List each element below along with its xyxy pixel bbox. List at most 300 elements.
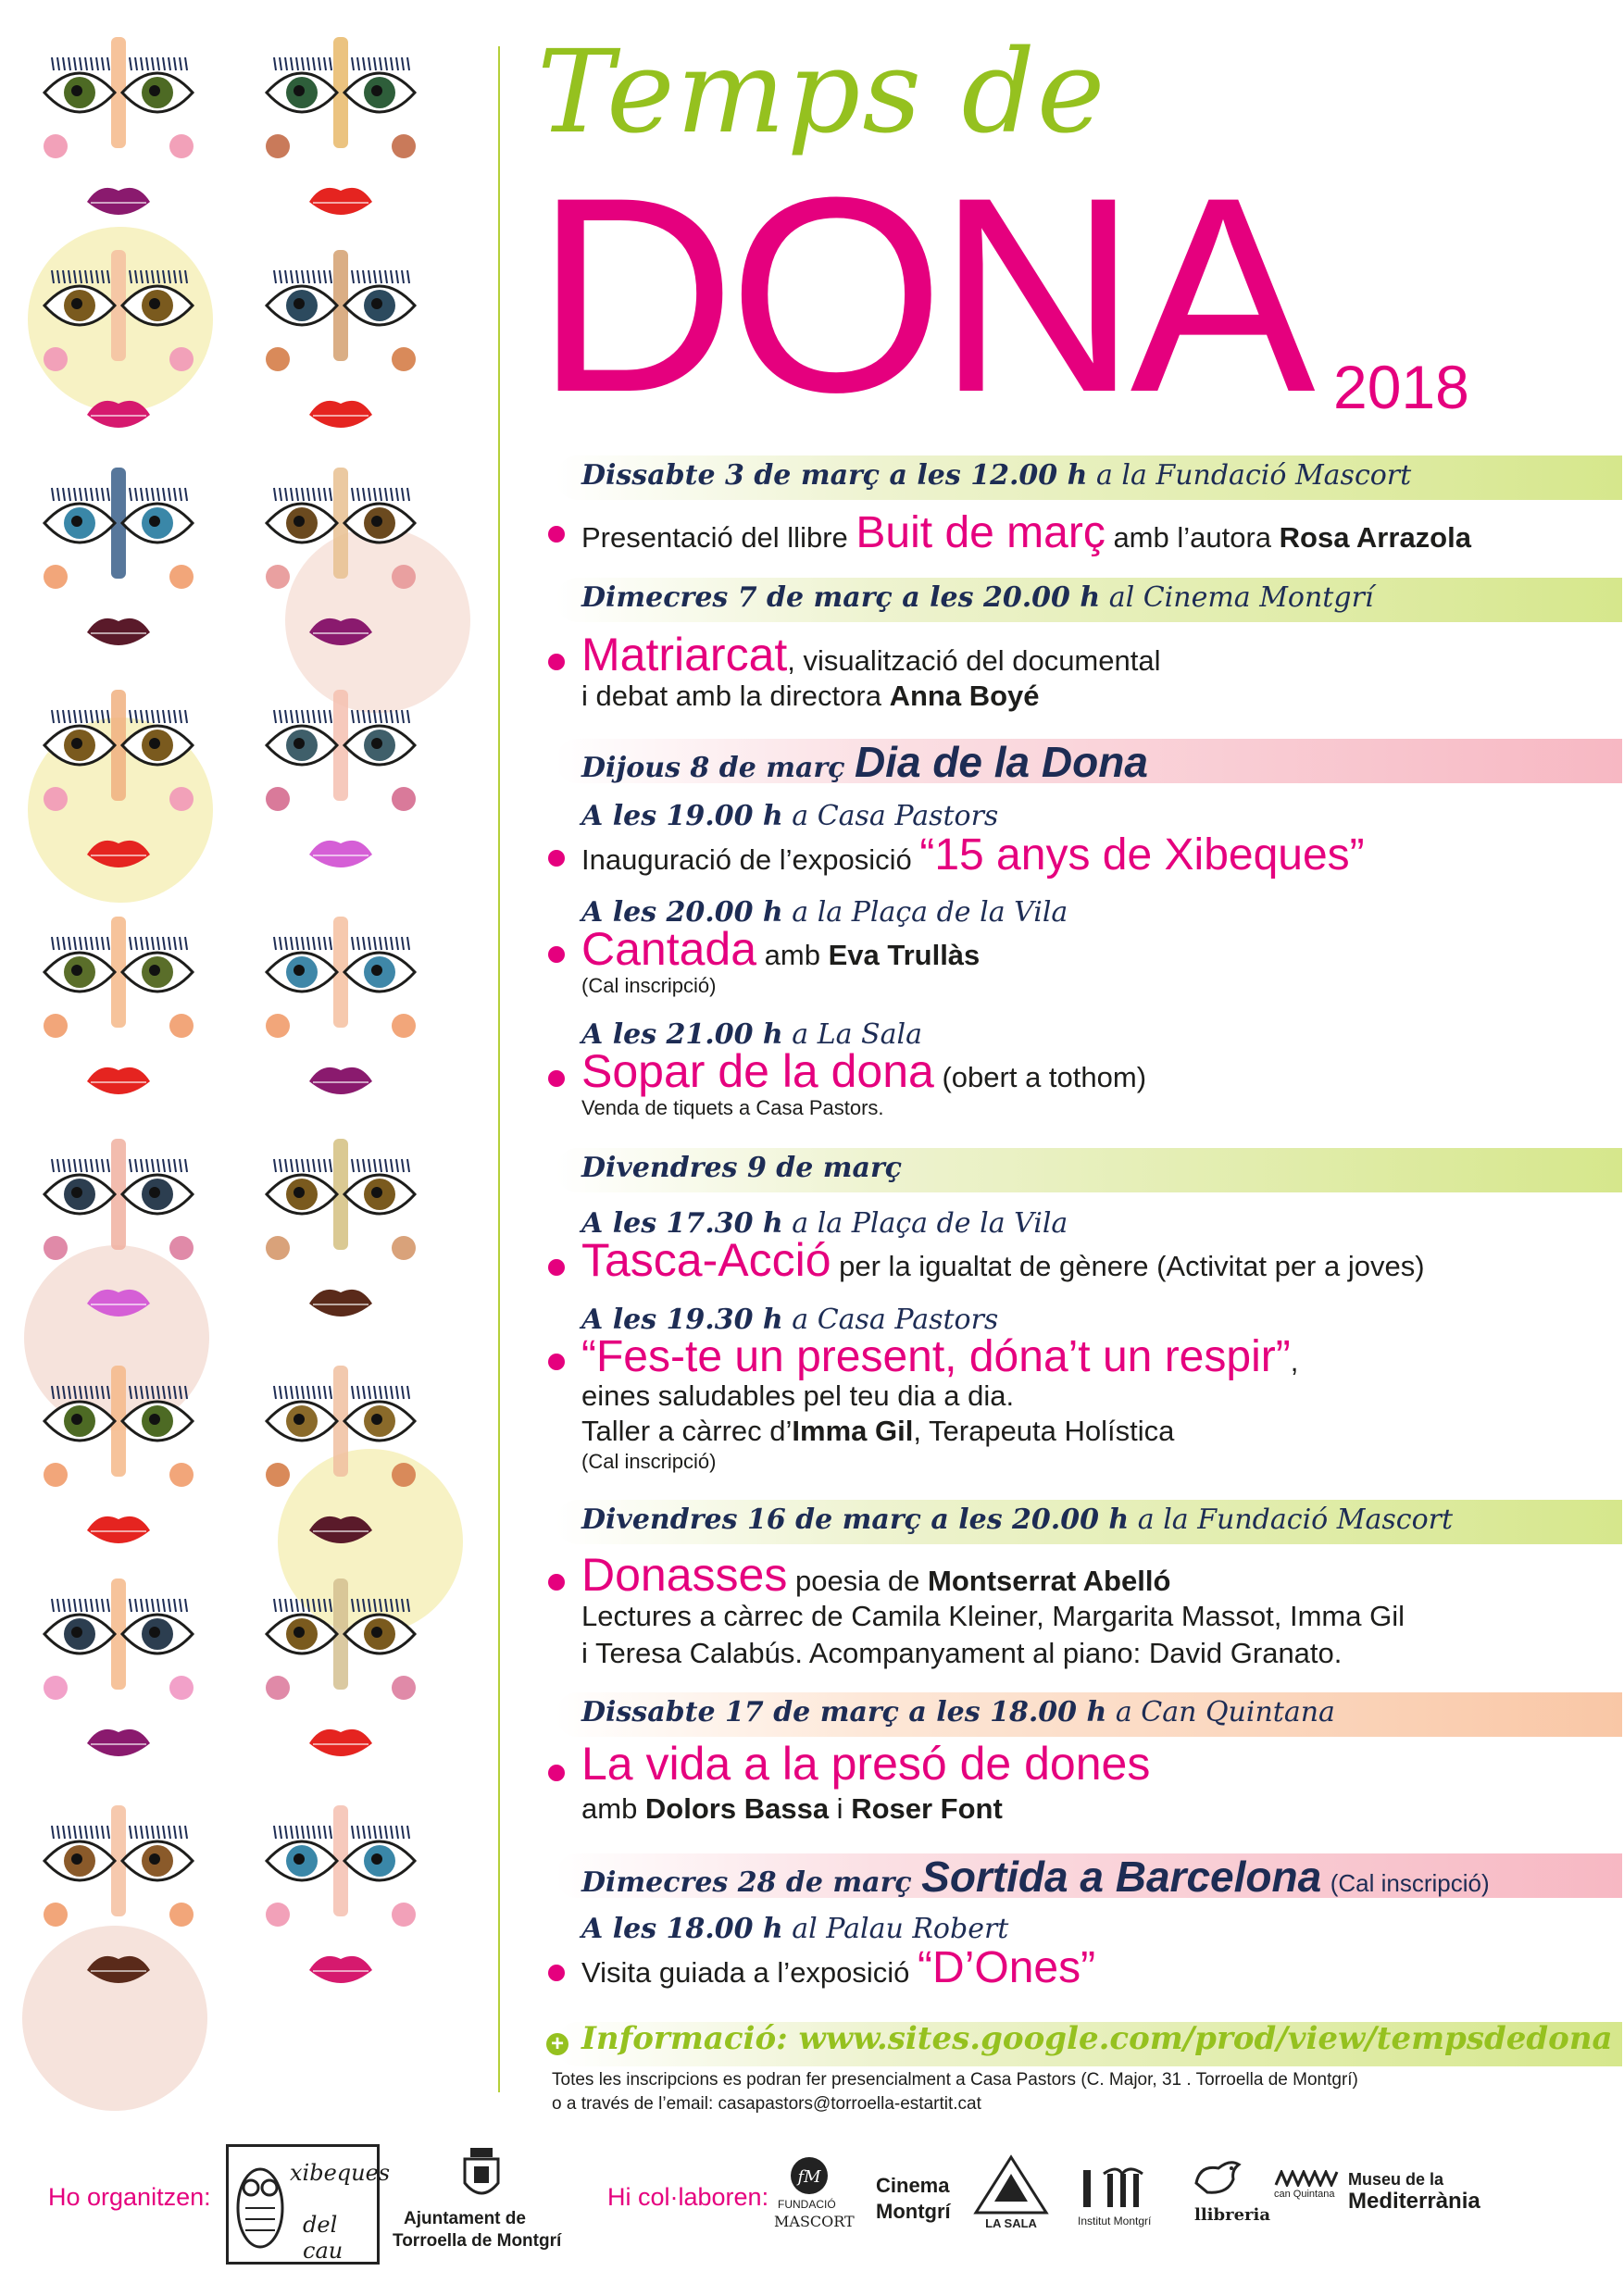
eye-pupil bbox=[294, 516, 305, 527]
eyelash bbox=[274, 1159, 276, 1172]
eyelash bbox=[407, 1159, 409, 1172]
eyelash bbox=[319, 1826, 320, 1839]
eyelash bbox=[185, 57, 187, 70]
eye-pupil bbox=[371, 85, 382, 96]
eyelash bbox=[180, 57, 181, 70]
can-quintana-label: can Quintana bbox=[1274, 2189, 1335, 2200]
eye-pupil bbox=[149, 1627, 160, 1638]
cheek bbox=[169, 1676, 194, 1700]
eye-pupil bbox=[71, 1414, 82, 1425]
eye-pupil bbox=[71, 298, 82, 309]
eyelash bbox=[141, 1599, 143, 1612]
eyelash bbox=[313, 1386, 315, 1399]
eyelash bbox=[285, 270, 287, 283]
eyelash bbox=[357, 488, 359, 501]
eyelash bbox=[285, 1826, 287, 1839]
eyelash bbox=[91, 1826, 93, 1839]
eye-pupil bbox=[294, 298, 305, 309]
eyelash bbox=[174, 1159, 176, 1172]
cheek bbox=[169, 1903, 194, 1927]
eyelash bbox=[391, 488, 393, 501]
cheek bbox=[44, 565, 68, 589]
eyelash bbox=[57, 57, 59, 70]
event-time: A les 19.00 h a Casa Pastors bbox=[581, 800, 999, 832]
eyelash bbox=[96, 57, 98, 70]
cheek bbox=[44, 1676, 68, 1700]
eye-pupil bbox=[294, 1853, 305, 1865]
eyelash bbox=[74, 488, 76, 501]
title-line-2: DONA bbox=[535, 139, 1308, 450]
event-text: Donasses poesia de Montserrat Abelló bbox=[581, 1549, 1171, 1601]
eyelash bbox=[274, 937, 276, 950]
eyelash bbox=[274, 57, 276, 70]
eyelash bbox=[402, 270, 404, 283]
eyelash bbox=[291, 710, 293, 723]
eyelash bbox=[57, 1159, 59, 1172]
eyelash bbox=[313, 57, 315, 70]
title-year: 2018 bbox=[1333, 353, 1469, 421]
eyelash bbox=[402, 488, 404, 501]
eyelash bbox=[52, 937, 54, 950]
eyelash bbox=[63, 1599, 65, 1612]
eyelash bbox=[319, 1159, 320, 1172]
eyelash bbox=[180, 710, 181, 723]
bullet-icon bbox=[548, 1259, 565, 1276]
eyelash bbox=[285, 1386, 287, 1399]
eyelash bbox=[102, 1826, 104, 1839]
event-header: Divendres 9 de març bbox=[581, 1152, 903, 1184]
eyelash bbox=[157, 710, 159, 723]
eyelash bbox=[296, 1386, 298, 1399]
eyelash bbox=[296, 270, 298, 283]
eyelash bbox=[63, 488, 65, 501]
bullet-icon bbox=[548, 654, 565, 670]
eyelash bbox=[380, 1386, 381, 1399]
event-text-line3: i Teresa Calabús. Acompanyament al piano: David Granato. bbox=[581, 1637, 1343, 1669]
eyelash bbox=[57, 488, 59, 501]
eyelash bbox=[363, 270, 365, 283]
lips bbox=[309, 401, 372, 428]
event-text: Visita guiada a l’exposició “D’Ones” bbox=[581, 1943, 1096, 1992]
eyelash bbox=[80, 1599, 81, 1612]
eyelash bbox=[363, 488, 365, 501]
eyelash bbox=[135, 937, 137, 950]
eyelash bbox=[163, 488, 165, 501]
eyelash bbox=[152, 710, 154, 723]
cheek bbox=[266, 134, 290, 158]
lips bbox=[87, 1729, 150, 1756]
eyelash bbox=[307, 937, 309, 950]
eyelash bbox=[352, 57, 354, 70]
event-note: Venda de tiquets a Casa Pastors. bbox=[581, 1096, 884, 1119]
eyelash bbox=[85, 710, 87, 723]
eyelash bbox=[85, 1826, 87, 1839]
eyelash bbox=[163, 57, 165, 70]
eyelash bbox=[280, 57, 281, 70]
eyelash bbox=[157, 1826, 159, 1839]
event-header: Dimecres 28 de març Sortida a Barcelona (Cal inscripció) bbox=[581, 1853, 1490, 1901]
eye-pupil bbox=[371, 965, 382, 976]
eyelash bbox=[57, 1599, 59, 1612]
lips bbox=[309, 188, 372, 215]
eye-pupil bbox=[71, 965, 82, 976]
eyelash bbox=[52, 1159, 54, 1172]
event-text: Matriarcat, visualització del documental bbox=[581, 629, 1161, 680]
eyelash bbox=[169, 1826, 170, 1839]
eye-pupil bbox=[149, 298, 160, 309]
eyelash bbox=[163, 710, 165, 723]
ajuntament-line1: Ajuntament de bbox=[404, 2209, 526, 2228]
event-time: A les 19.30 h a Casa Pastors bbox=[581, 1304, 999, 1336]
cheek bbox=[44, 787, 68, 811]
eyelash bbox=[374, 1386, 376, 1399]
eyelash bbox=[74, 57, 76, 70]
eye-pupil bbox=[294, 1187, 305, 1198]
collaborators-label: Hi col·laboren: bbox=[607, 2183, 769, 2211]
eye-pupil bbox=[371, 738, 382, 749]
eyelash bbox=[280, 488, 281, 501]
eyelash bbox=[407, 1826, 409, 1839]
eyelash bbox=[302, 1826, 304, 1839]
eyelash bbox=[302, 937, 304, 950]
eyelash bbox=[63, 57, 65, 70]
cheek bbox=[169, 134, 194, 158]
eyelash bbox=[102, 937, 104, 950]
eyelash bbox=[324, 1159, 326, 1172]
eyelash bbox=[302, 488, 304, 501]
eyelash bbox=[330, 488, 331, 501]
eyelash bbox=[391, 270, 393, 283]
eyelash bbox=[169, 937, 170, 950]
event-note: (Cal inscripció) bbox=[581, 1450, 717, 1473]
eyelash bbox=[174, 1599, 176, 1612]
eyelash bbox=[396, 1826, 398, 1839]
eyelash bbox=[107, 1599, 109, 1612]
eyelash bbox=[369, 488, 370, 501]
eyelash bbox=[374, 1826, 376, 1839]
eyelash bbox=[280, 937, 281, 950]
eyelash bbox=[396, 710, 398, 723]
eyelash bbox=[357, 937, 359, 950]
eyelash bbox=[63, 1826, 65, 1839]
event-text-line2: amb Dolors Bassa i Roser Font bbox=[581, 1792, 1003, 1825]
eyelash bbox=[157, 1599, 159, 1612]
divider-line bbox=[498, 46, 500, 2092]
eyelash bbox=[313, 1826, 315, 1839]
eyelash bbox=[146, 710, 148, 723]
eyelash bbox=[130, 488, 131, 501]
eyelash bbox=[402, 1386, 404, 1399]
eyelash bbox=[319, 270, 320, 283]
eyelash bbox=[380, 937, 381, 950]
eyelash bbox=[307, 488, 309, 501]
eyelash bbox=[52, 710, 54, 723]
eyelash bbox=[352, 937, 354, 950]
eyelash bbox=[363, 1386, 365, 1399]
lips bbox=[87, 1067, 150, 1094]
eye-pupil bbox=[149, 1414, 160, 1425]
eyelash bbox=[91, 710, 93, 723]
eyelash bbox=[313, 270, 315, 283]
cinema-line2: Montgrí bbox=[876, 2200, 951, 2223]
la-sala-icon bbox=[972, 2153, 1050, 2231]
cheek bbox=[392, 134, 416, 158]
eyelash bbox=[52, 1826, 54, 1839]
eyelash bbox=[319, 937, 320, 950]
eyelash bbox=[307, 1826, 309, 1839]
eyelash bbox=[174, 937, 176, 950]
eyelash bbox=[130, 57, 131, 70]
cheek bbox=[169, 1236, 194, 1260]
eyelash bbox=[74, 1599, 76, 1612]
eyelash bbox=[102, 1599, 104, 1612]
cheek bbox=[44, 1903, 68, 1927]
museu-line1: Museu de la bbox=[1348, 2170, 1444, 2189]
eyelash bbox=[180, 488, 181, 501]
eyelash bbox=[91, 488, 93, 501]
cheek bbox=[266, 1676, 290, 1700]
eyelash bbox=[174, 57, 176, 70]
eyelash bbox=[402, 1826, 404, 1839]
eyelash bbox=[385, 488, 387, 501]
eyelash bbox=[324, 937, 326, 950]
cheek bbox=[392, 565, 416, 589]
eyelash bbox=[69, 1826, 70, 1839]
eyelash bbox=[357, 1386, 359, 1399]
eye-pupil bbox=[71, 1853, 82, 1865]
cheek bbox=[266, 1903, 290, 1927]
eyelash bbox=[380, 1159, 381, 1172]
cheek bbox=[392, 1014, 416, 1038]
eyelash bbox=[324, 1826, 326, 1839]
eyelash bbox=[324, 57, 326, 70]
eyelash bbox=[391, 57, 393, 70]
eyelash bbox=[80, 937, 81, 950]
eyelash bbox=[91, 57, 93, 70]
eyelash bbox=[357, 57, 359, 70]
eyelash bbox=[135, 1826, 137, 1839]
eye-pupil bbox=[149, 1853, 160, 1865]
eyelash bbox=[146, 1599, 148, 1612]
cheek bbox=[266, 565, 290, 589]
xibeques-logo bbox=[226, 2144, 391, 2265]
museu-line2: Mediterrània bbox=[1348, 2189, 1480, 2214]
eye-pupil bbox=[71, 516, 82, 527]
eyelash bbox=[280, 1386, 281, 1399]
eyelash bbox=[141, 1826, 143, 1839]
lips bbox=[87, 188, 150, 215]
eyelash bbox=[280, 1826, 281, 1839]
eyelash bbox=[185, 710, 187, 723]
eyelash bbox=[185, 1826, 187, 1839]
event-text-line2: i debat amb la directora Anna Boyé bbox=[581, 680, 1040, 712]
eyelash bbox=[141, 57, 143, 70]
eyelash bbox=[169, 1599, 170, 1612]
eyelash bbox=[396, 270, 398, 283]
eyelash bbox=[330, 1159, 331, 1172]
eyelash bbox=[407, 1386, 409, 1399]
eyelash bbox=[52, 1599, 54, 1612]
eyelash bbox=[274, 488, 276, 501]
cheek bbox=[44, 134, 68, 158]
eyelash bbox=[91, 1599, 93, 1612]
eyelash bbox=[69, 488, 70, 501]
cheek bbox=[266, 347, 290, 371]
eyelash bbox=[141, 937, 143, 950]
eyelash bbox=[285, 57, 287, 70]
eye-pupil bbox=[371, 1627, 382, 1638]
bullet-icon bbox=[548, 946, 565, 963]
eye-pupil bbox=[371, 298, 382, 309]
eyelash bbox=[374, 1159, 376, 1172]
eyelash bbox=[291, 270, 293, 283]
eyelash bbox=[280, 1159, 281, 1172]
eyelash bbox=[152, 937, 154, 950]
eyelash bbox=[396, 1159, 398, 1172]
cheek bbox=[169, 787, 194, 811]
eyelash bbox=[69, 1159, 70, 1172]
eye-pupil bbox=[71, 738, 82, 749]
eyelash bbox=[107, 1159, 109, 1172]
eyelash bbox=[357, 710, 359, 723]
lips bbox=[309, 1290, 372, 1316]
eyelash bbox=[307, 1159, 309, 1172]
eyelash bbox=[180, 1826, 181, 1839]
eyelash bbox=[407, 488, 409, 501]
event-text: La vida a la presó de dones bbox=[581, 1738, 1151, 1790]
info-note-1: Totes les inscripcions es podran fer presencialment a Casa Pastors (C. Major, 31 . Torroella de Montgrí) bbox=[552, 2070, 1358, 2090]
event-header: Dijous 8 de març Dia de la Dona bbox=[581, 738, 1148, 786]
eyelash bbox=[130, 1159, 131, 1172]
event-text: Tasca-Acció per la igualtat de gènere (Activitat per a joves) bbox=[581, 1234, 1425, 1286]
eye-pupil bbox=[294, 85, 305, 96]
eyelash bbox=[157, 488, 159, 501]
event-note: (Cal inscripció) bbox=[581, 974, 717, 997]
institut-icon bbox=[1080, 2165, 1172, 2209]
eyelash bbox=[357, 270, 359, 283]
cheek bbox=[169, 1014, 194, 1038]
eyelash bbox=[180, 1159, 181, 1172]
eyelash bbox=[385, 937, 387, 950]
eyelash bbox=[163, 937, 165, 950]
eyelash bbox=[274, 1386, 276, 1399]
event-time: A les 20.00 h a la Plaça de la Vila bbox=[581, 896, 1068, 929]
eyelash bbox=[74, 1826, 76, 1839]
eyelash bbox=[174, 488, 176, 501]
eye-pupil bbox=[149, 85, 160, 96]
eyelash bbox=[135, 57, 137, 70]
eyelash bbox=[352, 488, 354, 501]
eyelash bbox=[146, 1826, 148, 1839]
eye-pupil bbox=[294, 1414, 305, 1425]
eyelash bbox=[369, 1386, 370, 1399]
eyelash bbox=[157, 1159, 159, 1172]
eyelash bbox=[274, 1599, 276, 1612]
eyelash bbox=[274, 1826, 276, 1839]
eyelash bbox=[330, 270, 331, 283]
eyelash bbox=[357, 1159, 359, 1172]
eyelash bbox=[85, 1159, 87, 1172]
cheek bbox=[44, 1463, 68, 1487]
eyelash bbox=[130, 1826, 131, 1839]
eyelash bbox=[402, 937, 404, 950]
eyelash bbox=[85, 57, 87, 70]
cheek bbox=[169, 565, 194, 589]
eyelash bbox=[285, 488, 287, 501]
cheek bbox=[169, 347, 194, 371]
eyelash bbox=[374, 57, 376, 70]
eyelash bbox=[130, 1599, 131, 1612]
eyelash bbox=[291, 57, 293, 70]
eyelash bbox=[313, 937, 315, 950]
eyelash bbox=[152, 1159, 154, 1172]
lips bbox=[309, 1956, 372, 1983]
eyelash bbox=[74, 1159, 76, 1172]
cheek bbox=[392, 787, 416, 811]
eyelash bbox=[330, 710, 331, 723]
bird-icon bbox=[1191, 2155, 1244, 2200]
eyelash bbox=[146, 1159, 148, 1172]
event-time: A les 17.30 h a la Plaça de la Vila bbox=[581, 1207, 1068, 1240]
eyelash bbox=[296, 710, 298, 723]
eyelash bbox=[57, 1826, 59, 1839]
eyelash bbox=[330, 1826, 331, 1839]
eyelash bbox=[91, 1159, 93, 1172]
eyelash bbox=[369, 57, 370, 70]
cheek bbox=[266, 1014, 290, 1038]
eyelash bbox=[185, 1159, 187, 1172]
eyelash bbox=[396, 937, 398, 950]
eyelash bbox=[319, 57, 320, 70]
eyelash bbox=[330, 1386, 331, 1399]
eyelash bbox=[69, 1599, 70, 1612]
eye-pupil bbox=[149, 965, 160, 976]
eyelash bbox=[280, 1599, 281, 1612]
info-link[interactable]: Informació: www.sites.google.com/prod/view/tempsdedona bbox=[581, 2020, 1613, 2057]
eyelash bbox=[391, 1159, 393, 1172]
eyelash bbox=[169, 710, 170, 723]
eyelash bbox=[130, 937, 131, 950]
event-header: Divendres 16 de març a les 20.00 h a la Fundació Mascort bbox=[581, 1504, 1454, 1536]
eyelash bbox=[374, 488, 376, 501]
eyelash bbox=[180, 937, 181, 950]
eyelash bbox=[280, 710, 281, 723]
eyelash bbox=[80, 488, 81, 501]
lips bbox=[87, 401, 150, 428]
face-halo bbox=[285, 528, 470, 713]
eyelash bbox=[146, 57, 148, 70]
eyelash bbox=[185, 937, 187, 950]
lips bbox=[309, 1729, 372, 1756]
eyelash bbox=[169, 488, 170, 501]
lips bbox=[309, 1067, 372, 1094]
eyelash bbox=[57, 937, 59, 950]
eyelash bbox=[69, 937, 70, 950]
eyelash bbox=[307, 57, 309, 70]
eye-pupil bbox=[294, 1627, 305, 1638]
coat-of-arms-icon bbox=[461, 2146, 502, 2203]
eyelash bbox=[319, 488, 320, 501]
eyelash bbox=[152, 488, 154, 501]
eyelash bbox=[324, 270, 326, 283]
eyelash bbox=[102, 57, 104, 70]
eyelash bbox=[63, 1159, 65, 1172]
bullet-icon bbox=[548, 850, 565, 867]
bullet-icon bbox=[548, 1574, 565, 1591]
eyelash bbox=[74, 937, 76, 950]
event-text-line3: Taller a càrrec d’Imma Gil, Terapeuta Holística bbox=[581, 1415, 1175, 1447]
eyelash bbox=[146, 937, 148, 950]
